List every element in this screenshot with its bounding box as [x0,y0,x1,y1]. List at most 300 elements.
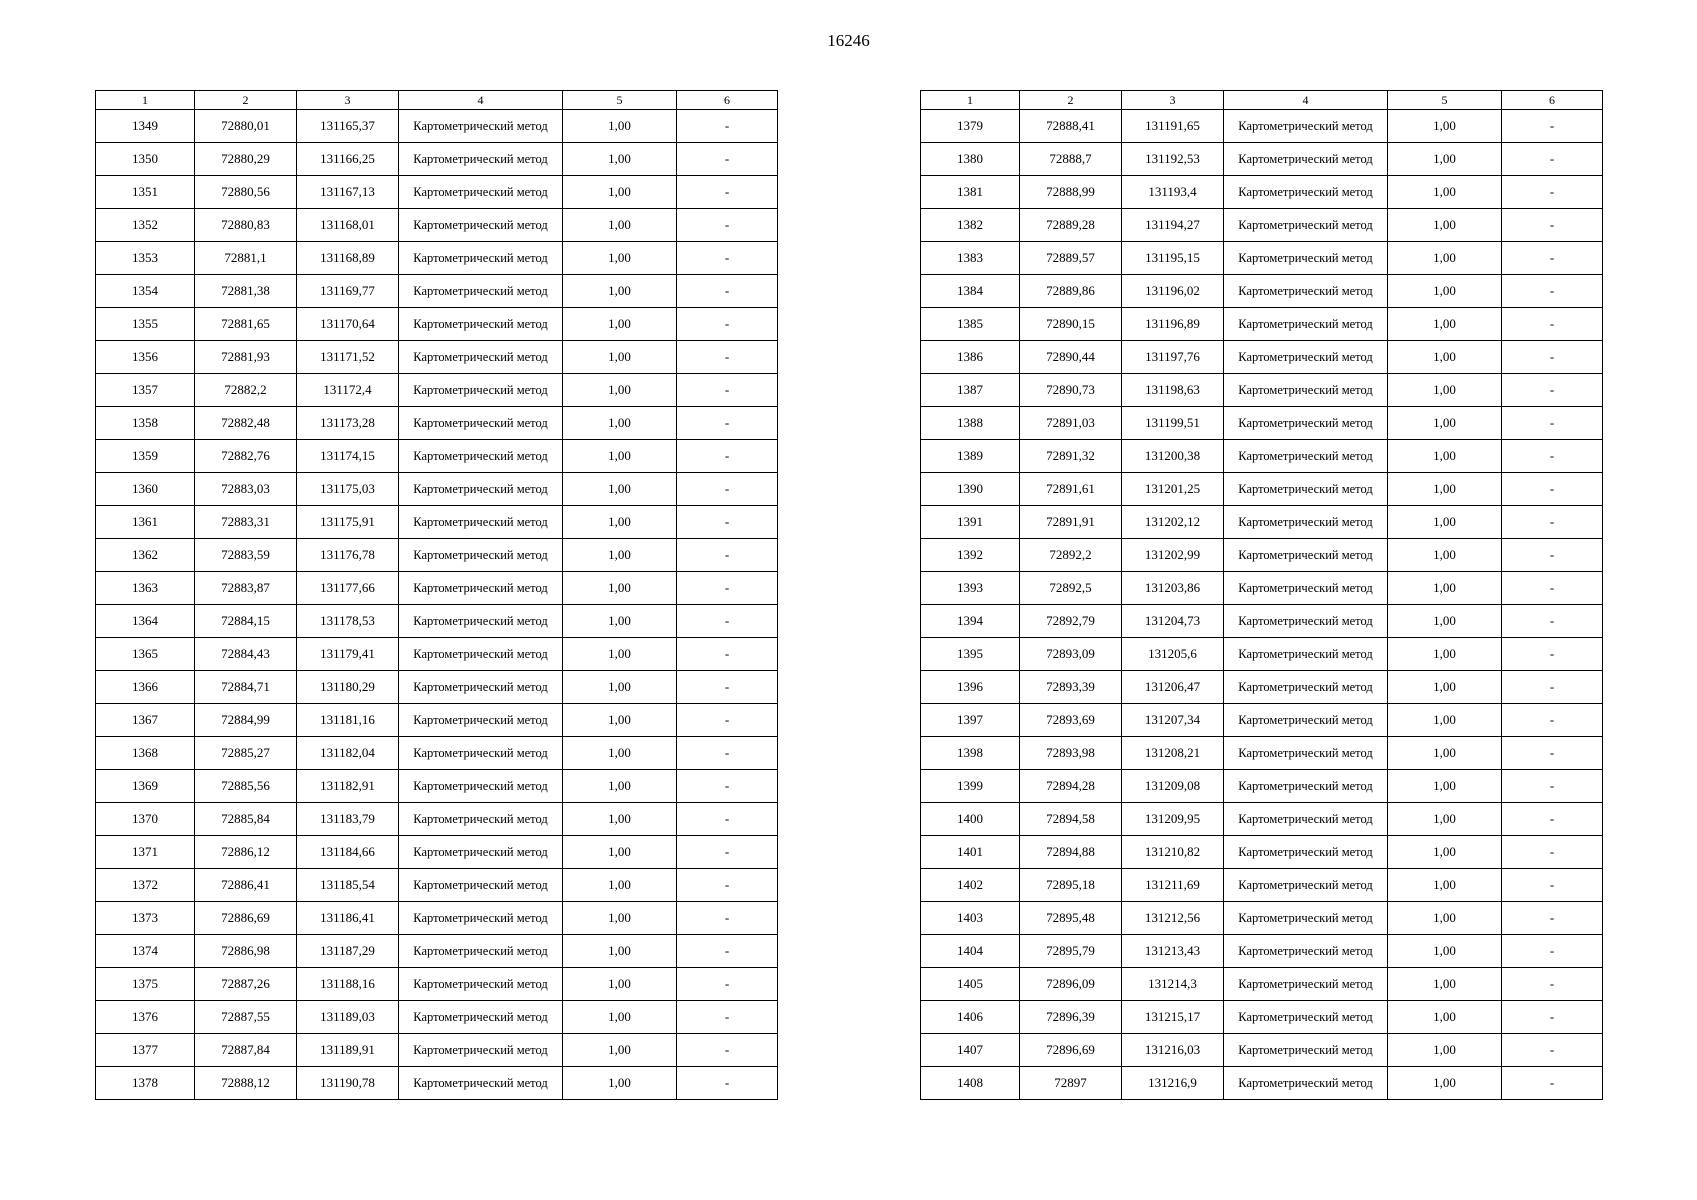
description-cell: - [1502,902,1603,935]
point-number-cell: 1352 [96,209,195,242]
x-coordinate-cell: 72881,93 [195,341,297,374]
table-row [921,572,1603,605]
column-header-5: 5 [563,91,677,110]
point-number-cell: 1360 [96,473,195,506]
accuracy-cell: 1,00 [563,242,677,275]
table-row [96,770,778,803]
method-cell: Картометрический метод [399,143,563,176]
accuracy-cell: 1,00 [563,473,677,506]
table-row [921,737,1603,770]
y-coordinate-cell: 131209,08 [1122,770,1224,803]
description-cell: - [677,869,778,902]
y-coordinate-cell: 131211,69 [1122,869,1224,902]
description-cell: - [1502,1067,1603,1100]
accuracy-cell: 1,00 [563,341,677,374]
table-body-left [96,110,778,1100]
description-cell: - [677,110,778,143]
description-cell: - [1502,176,1603,209]
y-coordinate-cell: 131173,28 [297,407,399,440]
accuracy-cell: 1,00 [563,176,677,209]
method-cell: Картометрический метод [399,110,563,143]
x-coordinate-cell: 72883,03 [195,473,297,506]
description-cell: - [677,572,778,605]
column-header-4: 4 [399,91,563,110]
point-number-cell: 1377 [96,1034,195,1067]
table-row [96,242,778,275]
y-coordinate-cell: 131175,91 [297,506,399,539]
point-number-cell: 1381 [921,176,1020,209]
table-row [921,176,1603,209]
point-number-cell: 1388 [921,407,1020,440]
accuracy-cell: 1,00 [563,803,677,836]
table-row [921,407,1603,440]
method-cell: Картометрический метод [399,737,563,770]
table-row [921,374,1603,407]
method-cell: Картометрический метод [399,968,563,1001]
x-coordinate-cell: 72884,15 [195,605,297,638]
method-cell: Картометрический метод [1224,275,1388,308]
description-cell: - [1502,737,1603,770]
column-header-1: 1 [96,91,195,110]
accuracy-cell: 1,00 [1388,374,1502,407]
method-cell: Картометрический метод [399,275,563,308]
table-row [96,968,778,1001]
x-coordinate-cell: 72888,7 [1020,143,1122,176]
accuracy-cell: 1,00 [1388,176,1502,209]
description-cell: - [677,506,778,539]
table-row [96,902,778,935]
method-cell: Картометрический метод [1224,143,1388,176]
point-number-cell: 1393 [921,572,1020,605]
point-number-cell: 1405 [921,968,1020,1001]
description-cell: - [677,308,778,341]
description-cell: - [1502,572,1603,605]
point-number-cell: 1386 [921,341,1020,374]
method-cell: Картометрический метод [1224,1067,1388,1100]
accuracy-cell: 1,00 [563,1067,677,1100]
description-cell: - [677,968,778,1001]
table-row [96,176,778,209]
table-row [921,506,1603,539]
table-row [921,1034,1603,1067]
description-cell: - [677,770,778,803]
y-coordinate-cell: 131207,34 [1122,704,1224,737]
table-row [921,143,1603,176]
x-coordinate-cell: 72889,28 [1020,209,1122,242]
y-coordinate-cell: 131202,99 [1122,539,1224,572]
point-number-cell: 1400 [921,803,1020,836]
point-number-cell: 1349 [96,110,195,143]
method-cell: Картометрический метод [1224,869,1388,902]
description-cell: - [1502,275,1603,308]
description-cell: - [677,1034,778,1067]
y-coordinate-cell: 131214,3 [1122,968,1224,1001]
accuracy-cell: 1,00 [563,836,677,869]
table-row [96,1001,778,1034]
y-coordinate-cell: 131198,63 [1122,374,1224,407]
y-coordinate-cell: 131172,4 [297,374,399,407]
y-coordinate-cell: 131180,29 [297,671,399,704]
coordinates-table-left [95,90,778,1100]
table-row [921,209,1603,242]
method-cell: Картометрический метод [1224,242,1388,275]
description-cell: - [677,374,778,407]
description-cell: - [677,539,778,572]
method-cell: Картометрический метод [1224,473,1388,506]
y-coordinate-cell: 131167,13 [297,176,399,209]
description-cell: - [1502,968,1603,1001]
accuracy-cell: 1,00 [1388,143,1502,176]
y-coordinate-cell: 131174,15 [297,440,399,473]
description-cell: - [1502,506,1603,539]
x-coordinate-cell: 72883,59 [195,539,297,572]
description-cell: - [677,605,778,638]
x-coordinate-cell: 72884,43 [195,638,297,671]
description-cell: - [677,704,778,737]
x-coordinate-cell: 72891,03 [1020,407,1122,440]
accuracy-cell: 1,00 [1388,572,1502,605]
accuracy-cell: 1,00 [563,638,677,671]
table-row [96,143,778,176]
accuracy-cell: 1,00 [1388,407,1502,440]
method-cell: Картометрический метод [399,308,563,341]
x-coordinate-cell: 72894,28 [1020,770,1122,803]
table-row [921,539,1603,572]
method-cell: Картометрический метод [1224,506,1388,539]
x-coordinate-cell: 72893,39 [1020,671,1122,704]
point-number-cell: 1380 [921,143,1020,176]
y-coordinate-cell: 131196,02 [1122,275,1224,308]
description-cell: - [1502,473,1603,506]
point-number-cell: 1364 [96,605,195,638]
table-row [96,506,778,539]
method-cell: Картометрический метод [1224,1034,1388,1067]
x-coordinate-cell: 72885,27 [195,737,297,770]
table-row [921,605,1603,638]
y-coordinate-cell: 131185,54 [297,869,399,902]
y-coordinate-cell: 131168,01 [297,209,399,242]
point-number-cell: 1373 [96,902,195,935]
point-number-cell: 1353 [96,242,195,275]
accuracy-cell: 1,00 [563,110,677,143]
x-coordinate-cell: 72888,12 [195,1067,297,1100]
x-coordinate-cell: 72890,44 [1020,341,1122,374]
accuracy-cell: 1,00 [1388,671,1502,704]
y-coordinate-cell: 131187,29 [297,935,399,968]
method-cell: Картометрический метод [1224,308,1388,341]
accuracy-cell: 1,00 [1388,869,1502,902]
point-number-cell: 1378 [96,1067,195,1100]
description-cell: - [677,209,778,242]
coordinates-table-right [920,90,1603,1100]
accuracy-cell: 1,00 [563,407,677,440]
description-cell: - [677,1001,778,1034]
accuracy-cell: 1,00 [1388,275,1502,308]
point-number-cell: 1374 [96,935,195,968]
description-cell: - [1502,1034,1603,1067]
point-number-cell: 1362 [96,539,195,572]
table-row [96,605,778,638]
method-cell: Картометрический метод [399,1067,563,1100]
method-cell: Картометрический метод [399,836,563,869]
point-number-cell: 1354 [96,275,195,308]
description-cell: - [1502,308,1603,341]
description-cell: - [1502,605,1603,638]
page-number: 16246 [827,31,870,50]
y-coordinate-cell: 131170,64 [297,308,399,341]
x-coordinate-cell: 72893,69 [1020,704,1122,737]
column-header-6: 6 [1502,91,1603,110]
point-number-cell: 1395 [921,638,1020,671]
method-cell: Картометрический метод [399,506,563,539]
table-row [96,539,778,572]
method-cell: Картометрический метод [1224,176,1388,209]
point-number-cell: 1376 [96,1001,195,1034]
x-coordinate-cell: 72896,69 [1020,1034,1122,1067]
y-coordinate-cell: 131182,91 [297,770,399,803]
description-cell: - [677,242,778,275]
accuracy-cell: 1,00 [563,935,677,968]
method-cell: Картометрический метод [1224,209,1388,242]
accuracy-cell: 1,00 [1388,506,1502,539]
table-row [96,935,778,968]
x-coordinate-cell: 72882,48 [195,407,297,440]
description-cell: - [677,473,778,506]
description-cell: - [677,836,778,869]
x-coordinate-cell: 72886,12 [195,836,297,869]
y-coordinate-cell: 131203,86 [1122,572,1224,605]
y-coordinate-cell: 131177,66 [297,572,399,605]
table-row [921,638,1603,671]
y-coordinate-cell: 131213,43 [1122,935,1224,968]
description-cell: - [1502,209,1603,242]
accuracy-cell: 1,00 [1388,1034,1502,1067]
point-number-cell: 1391 [921,506,1020,539]
accuracy-cell: 1,00 [1388,902,1502,935]
table-row [921,242,1603,275]
accuracy-cell: 1,00 [563,605,677,638]
x-coordinate-cell: 72882,76 [195,440,297,473]
accuracy-cell: 1,00 [563,1034,677,1067]
x-coordinate-cell: 72888,99 [1020,176,1122,209]
table-row [921,836,1603,869]
y-coordinate-cell: 131204,73 [1122,605,1224,638]
y-coordinate-cell: 131194,27 [1122,209,1224,242]
x-coordinate-cell: 72895,48 [1020,902,1122,935]
accuracy-cell: 1,00 [1388,242,1502,275]
point-number-cell: 1385 [921,308,1020,341]
table-row [921,341,1603,374]
y-coordinate-cell: 131193,4 [1122,176,1224,209]
accuracy-cell: 1,00 [563,968,677,1001]
y-coordinate-cell: 131212,56 [1122,902,1224,935]
point-number-cell: 1404 [921,935,1020,968]
x-coordinate-cell: 72892,79 [1020,605,1122,638]
table-row [921,671,1603,704]
point-number-cell: 1406 [921,1001,1020,1034]
x-coordinate-cell: 72881,65 [195,308,297,341]
y-coordinate-cell: 131169,77 [297,275,399,308]
x-coordinate-cell: 72896,39 [1020,1001,1122,1034]
point-number-cell: 1390 [921,473,1020,506]
y-coordinate-cell: 131216,03 [1122,1034,1224,1067]
y-coordinate-cell: 131202,12 [1122,506,1224,539]
accuracy-cell: 1,00 [563,539,677,572]
description-cell: - [677,803,778,836]
x-coordinate-cell: 72887,26 [195,968,297,1001]
x-coordinate-cell: 72883,87 [195,572,297,605]
y-coordinate-cell: 131192,53 [1122,143,1224,176]
accuracy-cell: 1,00 [563,902,677,935]
accuracy-cell: 1,00 [563,869,677,902]
method-cell: Картометрический метод [399,374,563,407]
accuracy-cell: 1,00 [1388,836,1502,869]
description-cell: - [1502,143,1603,176]
accuracy-cell: 1,00 [563,506,677,539]
y-coordinate-cell: 131208,21 [1122,737,1224,770]
method-cell: Картометрический метод [399,770,563,803]
column-header-5: 5 [1388,91,1502,110]
method-cell: Картометрический метод [1224,704,1388,737]
accuracy-cell: 1,00 [1388,638,1502,671]
table-row [96,110,778,143]
description-cell: - [1502,704,1603,737]
y-coordinate-cell: 131189,03 [297,1001,399,1034]
description-cell: - [677,176,778,209]
y-coordinate-cell: 131195,15 [1122,242,1224,275]
method-cell: Картометрический метод [399,1001,563,1034]
point-number-cell: 1399 [921,770,1020,803]
point-number-cell: 1357 [96,374,195,407]
accuracy-cell: 1,00 [563,572,677,605]
accuracy-cell: 1,00 [1388,1001,1502,1034]
y-coordinate-cell: 131196,89 [1122,308,1224,341]
x-coordinate-cell: 72892,2 [1020,539,1122,572]
method-cell: Картометрический метод [399,803,563,836]
accuracy-cell: 1,00 [563,374,677,407]
accuracy-cell: 1,00 [1388,935,1502,968]
method-cell: Картометрический метод [1224,539,1388,572]
description-cell: - [677,638,778,671]
method-cell: Картометрический метод [1224,572,1388,605]
x-coordinate-cell: 72884,99 [195,704,297,737]
point-number-cell: 1361 [96,506,195,539]
y-coordinate-cell: 131171,52 [297,341,399,374]
x-coordinate-cell: 72897 [1020,1067,1122,1100]
method-cell: Картометрический метод [399,671,563,704]
point-number-cell: 1389 [921,440,1020,473]
description-cell: - [677,440,778,473]
description-cell: - [677,143,778,176]
description-cell: - [1502,671,1603,704]
x-coordinate-cell: 72886,69 [195,902,297,935]
table-header-row [921,91,1603,110]
table-row [921,902,1603,935]
description-cell: - [1502,803,1603,836]
x-coordinate-cell: 72888,41 [1020,110,1122,143]
point-number-cell: 1403 [921,902,1020,935]
table-row [96,308,778,341]
table-row [96,473,778,506]
table-row [96,440,778,473]
point-number-cell: 1363 [96,572,195,605]
y-coordinate-cell: 131176,78 [297,539,399,572]
point-number-cell: 1375 [96,968,195,1001]
point-number-cell: 1384 [921,275,1020,308]
point-number-cell: 1365 [96,638,195,671]
method-cell: Картометрический метод [399,605,563,638]
method-cell: Картометрический метод [1224,341,1388,374]
table-row [921,473,1603,506]
table-row [96,869,778,902]
accuracy-cell: 1,00 [1388,209,1502,242]
method-cell: Картометрический метод [399,209,563,242]
accuracy-cell: 1,00 [563,209,677,242]
accuracy-cell: 1,00 [563,440,677,473]
table-row [921,869,1603,902]
method-cell: Картометрический метод [1224,1001,1388,1034]
table-row [921,935,1603,968]
method-cell: Картометрический метод [399,176,563,209]
y-coordinate-cell: 131201,25 [1122,473,1224,506]
table-row [96,737,778,770]
x-coordinate-cell: 72894,88 [1020,836,1122,869]
point-number-cell: 1369 [96,770,195,803]
table-row [96,209,778,242]
y-coordinate-cell: 131182,04 [297,737,399,770]
x-coordinate-cell: 72889,57 [1020,242,1122,275]
accuracy-cell: 1,00 [1388,539,1502,572]
y-coordinate-cell: 131190,78 [297,1067,399,1100]
x-coordinate-cell: 72881,1 [195,242,297,275]
table-row [96,836,778,869]
table-row [96,1034,778,1067]
method-cell: Картометрический метод [399,902,563,935]
description-cell: - [677,737,778,770]
table-row [921,440,1603,473]
point-number-cell: 1372 [96,869,195,902]
y-coordinate-cell: 131210,82 [1122,836,1224,869]
table-row [921,968,1603,1001]
method-cell: Картометрический метод [1224,737,1388,770]
description-cell: - [1502,770,1603,803]
x-coordinate-cell: 72889,86 [1020,275,1122,308]
description-cell: - [1502,869,1603,902]
point-number-cell: 1367 [96,704,195,737]
description-cell: - [1502,539,1603,572]
method-cell: Картометрический метод [1224,968,1388,1001]
accuracy-cell: 1,00 [563,704,677,737]
method-cell: Картометрический метод [399,869,563,902]
x-coordinate-cell: 72896,09 [1020,968,1122,1001]
accuracy-cell: 1,00 [1388,110,1502,143]
description-cell: - [1502,440,1603,473]
y-coordinate-cell: 131183,79 [297,803,399,836]
accuracy-cell: 1,00 [563,737,677,770]
point-number-cell: 1382 [921,209,1020,242]
point-number-cell: 1396 [921,671,1020,704]
y-coordinate-cell: 131188,16 [297,968,399,1001]
table-row [921,308,1603,341]
point-number-cell: 1379 [921,110,1020,143]
y-coordinate-cell: 131205,6 [1122,638,1224,671]
method-cell: Картометрический метод [399,935,563,968]
y-coordinate-cell: 131189,91 [297,1034,399,1067]
method-cell: Картометрический метод [399,704,563,737]
column-header-3: 3 [1122,91,1224,110]
y-coordinate-cell: 131184,66 [297,836,399,869]
y-coordinate-cell: 131209,95 [1122,803,1224,836]
